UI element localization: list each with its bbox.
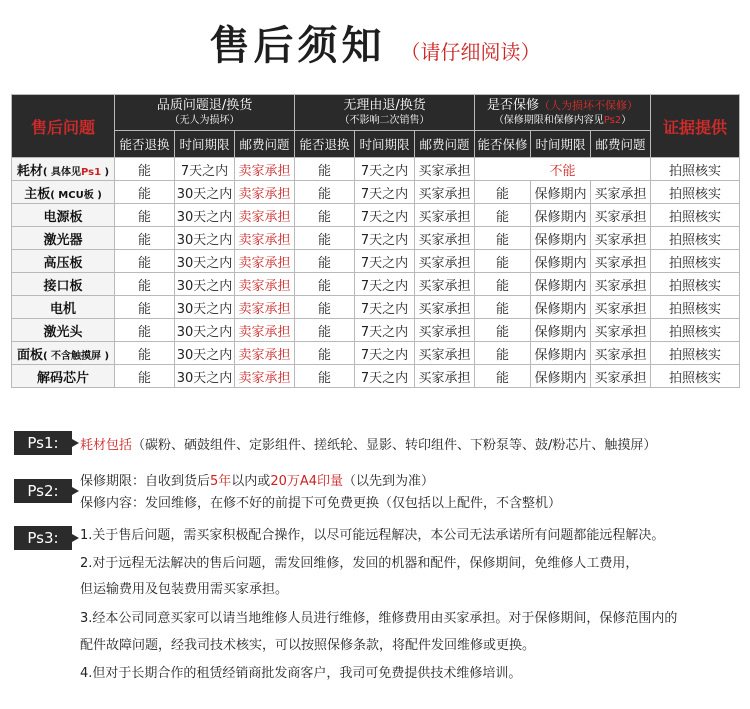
ps2-line1-red2: 20万A4印量 [270, 474, 344, 489]
noreason-group-sub: （不影响二次销售） [339, 114, 430, 126]
cell-quality-time: 30天之内 [175, 250, 235, 273]
cell-evidence: 拍照核实 [651, 250, 740, 273]
page-subtitle: （请仔细阅读） [400, 40, 541, 64]
note-a: ( 不含触摸屏 ) [42, 350, 110, 362]
table-row [12, 296, 740, 319]
warranty-sub-left: （保修期限和保修内容见 [493, 114, 604, 126]
page-title: 售后须知 [209, 23, 386, 69]
warranty-sub-red: Ps2 [603, 114, 622, 126]
ps2-line2: 保修内容：发回维修，在修不好的前提下可免费更换（仅包括以上配件，不含整机） [80, 496, 562, 511]
ps3-line: 2.对于远程无法解决的售后问题，需发回维修，发回的机器和配件，保修期间，免维修人工费用， [80, 556, 639, 571]
cell-quality-postage: 卖家承担 [235, 204, 295, 227]
cell-noreason-postage: 买家承担 [415, 342, 475, 365]
cell-noreason-time: 7天之内 [355, 319, 415, 342]
note-b: ) [101, 166, 110, 178]
cell-warranty-can: 能 [475, 342, 531, 365]
subheader-quality-time: 时间期限 [175, 131, 235, 158]
cell-quality-can: 能 [115, 273, 175, 296]
cell-warranty-can: 能 [475, 273, 531, 296]
ps2-line1-c: （以先到为准） [343, 474, 435, 489]
cell-warranty-can: 能 [475, 296, 531, 319]
ps1-body: （碳粉、硒鼓组件、定影组件、搓纸轮、显影、转印组件、下粉泵等、鼓/粉芯片、触摸屏） [132, 438, 657, 453]
cell-noreason-can: 能 [295, 204, 355, 227]
cell-warranty-time: 保修期内 [531, 342, 591, 365]
row-item [12, 342, 115, 365]
ps2-line1-red1: 5年 [210, 474, 232, 489]
cell-noreason-time: 7天之内 [355, 342, 415, 365]
item-name: 电机 [49, 301, 76, 317]
cell-noreason-time: 7天之内 [355, 227, 415, 250]
cell-evidence: 拍照核实 [651, 158, 740, 181]
table-body [12, 158, 740, 388]
item-name: 面板 [16, 347, 43, 363]
row-item [12, 319, 115, 342]
quality-group-sub: （无人为损坏） [169, 114, 240, 126]
table-row [12, 250, 740, 273]
header-noreason-group [295, 95, 475, 131]
warranty-group-sub [475, 113, 650, 128]
cell-noreason-postage: 买家承担 [415, 296, 475, 319]
cell-warranty-time: 保修期内 [531, 296, 591, 319]
cell-quality-time: 30天之内 [175, 319, 235, 342]
ps1-text [80, 434, 656, 453]
cell-noreason-can: 能 [295, 227, 355, 250]
cell-evidence: 拍照核实 [651, 273, 740, 296]
cell-evidence: 拍照核实 [651, 296, 740, 319]
ps3-line: 配件故障问题，经我司技术核实，可以按照保修条款，将配件发回维修或更换。 [80, 638, 536, 653]
subheader-noreason-postage: 邮费问题 [415, 131, 475, 158]
cell-evidence: 拍照核实 [651, 181, 740, 204]
cell-quality-can: 能 [115, 365, 175, 388]
cell-warranty-time: 保修期内 [531, 273, 591, 296]
cell-warranty-postage: 买家承担 [591, 227, 651, 250]
cell-quality-can: 能 [115, 296, 175, 319]
row-item [12, 296, 115, 319]
cell-quality-postage: 卖家承担 [235, 250, 295, 273]
table-row [12, 319, 740, 342]
cell-noreason-can: 能 [295, 296, 355, 319]
ps2-line1-b: 以内或 [231, 474, 271, 489]
ps3-tag: Ps3: [14, 526, 72, 550]
table-row [12, 227, 740, 250]
cell-warranty-postage: 买家承担 [591, 342, 651, 365]
item-name: 激光器 [43, 232, 83, 248]
cell-noreason-time: 7天之内 [355, 181, 415, 204]
cell-warranty-time: 保修期内 [531, 181, 591, 204]
cell-warranty-postage: 买家承担 [591, 319, 651, 342]
cell-quality-can: 能 [115, 158, 175, 181]
cell-warranty-time: 保修期内 [531, 365, 591, 388]
cell-noreason-can: 能 [295, 250, 355, 273]
cell-evidence: 拍照核实 [651, 342, 740, 365]
cell-noreason-time: 7天之内 [355, 250, 415, 273]
cell-quality-time: 30天之内 [175, 365, 235, 388]
cell-noreason-can: 能 [295, 181, 355, 204]
cell-warranty-time: 保修期内 [531, 250, 591, 273]
cell-quality-time: 7天之内 [175, 158, 235, 181]
cell-noreason-postage: 买家承担 [415, 204, 475, 227]
note-a: ( 具体见 [42, 166, 81, 178]
cell-evidence: 拍照核实 [651, 204, 740, 227]
cell-quality-time: 30天之内 [175, 227, 235, 250]
after-sales-table [11, 94, 740, 388]
cell-noreason-time: 7天之内 [355, 365, 415, 388]
cell-noreason-postage: 买家承担 [415, 273, 475, 296]
row-item [12, 273, 115, 296]
cell-quality-postage: 卖家承担 [235, 273, 295, 296]
subheader-quality-postage: 邮费问题 [235, 131, 295, 158]
ps3-line: 1.关于售后问题，需买家积极配合操作，以尽可能远程解决，本公司无法承诺所有问题都能远程解决。 [80, 528, 665, 543]
cell-noreason-time: 7天之内 [355, 273, 415, 296]
row-item [12, 250, 115, 273]
cell-quality-can: 能 [115, 181, 175, 204]
cell-warranty-merged: 不能 [475, 158, 651, 181]
cell-noreason-can: 能 [295, 342, 355, 365]
table-row [12, 158, 740, 181]
table-row [12, 204, 740, 227]
cell-noreason-can: 能 [295, 319, 355, 342]
ps3-line: 3.经本公司同意买家可以请当地维修人员进行维修，维修费用由买家承担。对于保修期间，保修范围内的 [80, 611, 678, 626]
ps1-red: 耗材包括 [80, 438, 133, 453]
cell-warranty-time: 保修期内 [531, 204, 591, 227]
ps1-tag: Ps1: [14, 431, 72, 455]
item-note [50, 190, 102, 201]
cell-evidence: 拍照核实 [651, 227, 740, 250]
cell-noreason-postage: 买家承担 [415, 319, 475, 342]
warranty-sub-right: ） [621, 114, 632, 126]
cell-quality-time: 30天之内 [175, 296, 235, 319]
table-row [12, 273, 740, 296]
header-warranty-group [475, 95, 651, 131]
subheader-noreason-time: 时间期限 [355, 131, 415, 158]
header-evidence: 证据提供 [651, 95, 740, 158]
cell-noreason-time: 7天之内 [355, 158, 415, 181]
cell-quality-can: 能 [115, 227, 175, 250]
item-note [43, 167, 109, 178]
row-item [12, 158, 115, 181]
cell-warranty-can: 能 [475, 319, 531, 342]
item-note [43, 351, 109, 362]
cell-quality-postage: 卖家承担 [235, 319, 295, 342]
noreason-group-title: 无理由退/换货 [343, 97, 426, 113]
cell-warranty-postage: 买家承担 [591, 250, 651, 273]
item-name: 激光头 [43, 324, 83, 340]
cell-warranty-can: 能 [475, 227, 531, 250]
ps2-line1 [80, 470, 434, 489]
page-header [0, 14, 750, 70]
ps3-line: 4.但对于长期合作的租赁经销商批发商客户，我司可免费提供技术维修培训。 [80, 666, 522, 681]
cell-warranty-postage: 买家承担 [591, 296, 651, 319]
cell-noreason-postage: 买家承担 [415, 365, 475, 388]
cell-evidence: 拍照核实 [651, 319, 740, 342]
cell-quality-time: 30天之内 [175, 273, 235, 296]
ps2-tag: Ps2: [14, 479, 72, 503]
subheader-warranty-can: 能否保修 [475, 131, 531, 158]
item-name: 耗材 [16, 163, 43, 179]
cell-noreason-can: 能 [295, 273, 355, 296]
note-a: ( MCU板 ) [50, 189, 102, 201]
cell-quality-postage: 卖家承担 [235, 365, 295, 388]
cell-quality-can: 能 [115, 319, 175, 342]
subheader-noreason-can: 能否退换 [295, 131, 355, 158]
ps3-line: 但运输费用及包装费用需买家承担。 [80, 582, 289, 597]
cell-noreason-postage: 买家承担 [415, 227, 475, 250]
cell-warranty-postage: 买家承担 [591, 273, 651, 296]
table-row [12, 181, 740, 204]
item-name: 解码芯片 [36, 370, 89, 386]
row-item [12, 227, 115, 250]
cell-quality-postage: 卖家承担 [235, 342, 295, 365]
item-name: 电源板 [43, 209, 83, 225]
warranty-group-title: 是否保修 [487, 97, 540, 113]
cell-noreason-can: 能 [295, 158, 355, 181]
cell-quality-can: 能 [115, 204, 175, 227]
row-item [12, 204, 115, 227]
cell-quality-time: 30天之内 [175, 204, 235, 227]
subheader-warranty-postage: 邮费问题 [591, 131, 651, 158]
row-item [12, 365, 115, 388]
cell-quality-postage: 卖家承担 [235, 158, 295, 181]
cell-warranty-can: 能 [475, 204, 531, 227]
ps2-line1-a: 保修期限：自收到货后 [80, 474, 211, 489]
subheader-warranty-time: 时间期限 [531, 131, 591, 158]
cell-warranty-postage: 买家承担 [591, 204, 651, 227]
cell-quality-time: 30天之内 [175, 342, 235, 365]
cell-noreason-time: 7天之内 [355, 204, 415, 227]
cell-noreason-time: 7天之内 [355, 296, 415, 319]
cell-evidence: 拍照核实 [651, 365, 740, 388]
cell-quality-postage: 卖家承担 [235, 296, 295, 319]
cell-warranty-postage: 买家承担 [591, 181, 651, 204]
item-name: 接口板 [43, 278, 83, 294]
cell-noreason-can: 能 [295, 365, 355, 388]
note-red: Ps1 [80, 166, 102, 178]
cell-warranty-can: 能 [475, 181, 531, 204]
header-quality-group [115, 95, 295, 131]
cell-quality-postage: 卖家承担 [235, 181, 295, 204]
quality-group-title: 品质问题退/换货 [156, 97, 253, 113]
cell-warranty-can: 能 [475, 365, 531, 388]
item-name: 高压板 [43, 255, 83, 271]
cell-warranty-time: 保修期内 [531, 319, 591, 342]
cell-quality-postage: 卖家承担 [235, 227, 295, 250]
table-row [12, 342, 740, 365]
cell-quality-time: 30天之内 [175, 181, 235, 204]
item-name: 主板 [24, 186, 51, 202]
cell-noreason-postage: 买家承担 [415, 250, 475, 273]
subheader-quality-can: 能否退换 [115, 131, 175, 158]
cell-quality-can: 能 [115, 250, 175, 273]
cell-warranty-can: 能 [475, 250, 531, 273]
row-item [12, 181, 115, 204]
cell-warranty-time: 保修期内 [531, 227, 591, 250]
header-issue: 售后问题 [12, 95, 115, 158]
cell-quality-can: 能 [115, 342, 175, 365]
table-row [12, 365, 740, 388]
cell-noreason-postage: 买家承担 [415, 158, 475, 181]
cell-noreason-postage: 买家承担 [415, 181, 475, 204]
warranty-group-title-red: （人为损坏不保修） [539, 98, 639, 112]
cell-warranty-postage: 买家承担 [591, 365, 651, 388]
